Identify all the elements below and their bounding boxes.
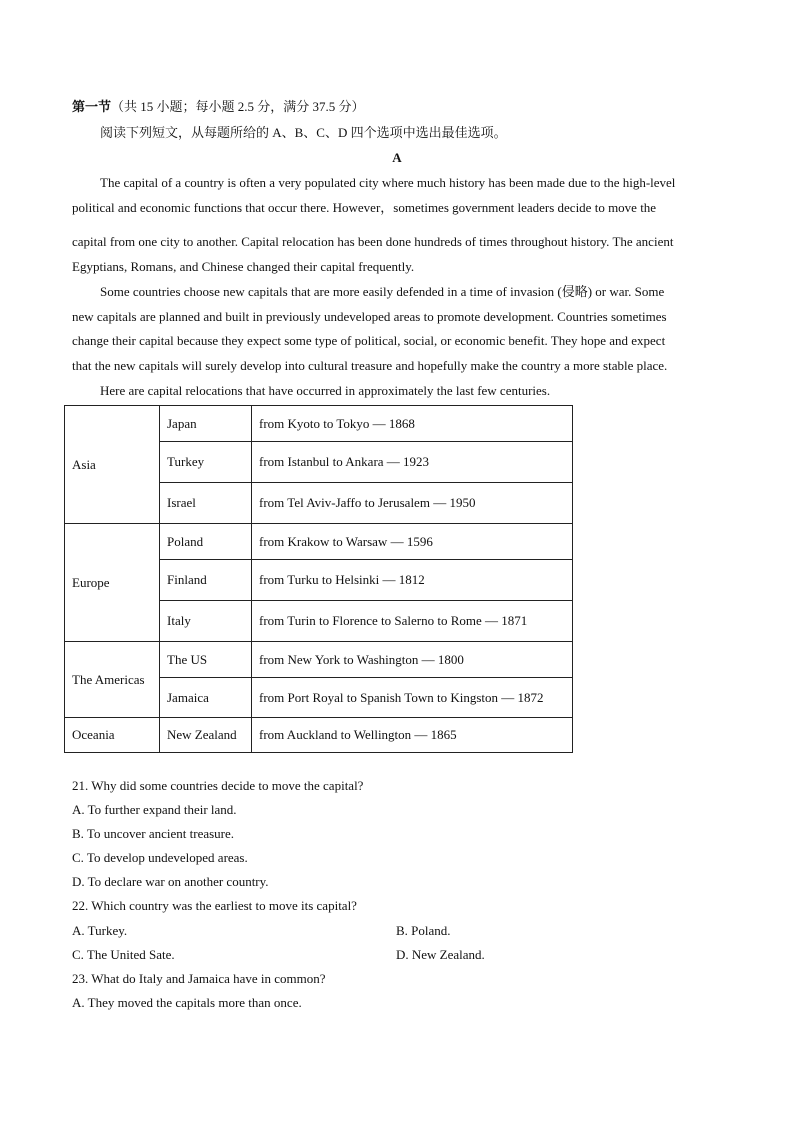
region-cell: Asia: [65, 406, 160, 524]
relocation-cell: from Istanbul to Ankara — 1923: [252, 442, 573, 483]
answer-option: A. Turkey.: [72, 922, 128, 938]
region-cell: Oceania: [65, 718, 160, 753]
answer-option: A. They moved the capitals more than once.: [72, 994, 302, 1010]
relocation-cell: from Auckland to Wellington — 1865: [252, 718, 573, 753]
region-cell: The Americas: [65, 642, 160, 718]
relocation-cell: from Krakow to Warsaw — 1596: [252, 524, 573, 560]
relocation-cell: from New York to Washington — 1800: [252, 642, 573, 678]
section-heading-rest: （共 15 小题；每小题 2.5 分，满分 37.5 分）: [111, 99, 365, 114]
section-instruction: 阅读下列短文，从每题所给的 A、B、C、D 四个选项中选出最佳选项。: [100, 125, 507, 140]
answer-option-row: [72, 943, 672, 967]
relocation-cell: from Turku to Helsinki — 1812: [252, 560, 573, 601]
table-row: [65, 524, 573, 560]
paragraph-1-line: Egyptians, Romans, and Chinese changed their capital frequently.: [72, 258, 415, 274]
paragraph-1-line: capital from one city to another. Capital relocation has been done hundreds of times throughout history. The ancient: [72, 234, 674, 249]
paragraph-2-line: change their capital because they expect some type of political, social, or economic benefit. They hope and expect: [72, 333, 666, 348]
paragraph-1-line: political and economic functions that occur there. However，sometimes government leaders decide to move the: [72, 199, 657, 215]
answer-option: B. To uncover ancient treasure.: [72, 826, 235, 842]
paragraph-2-line: that the new capitals will surely develop into cultural treasure and hopefully make the country a more stable place.: [72, 357, 668, 373]
relocation-cell: from Port Royal to Spanish Town to Kingston — 1872: [252, 678, 573, 718]
questions-block: [72, 774, 672, 1015]
relocation-cell: from Turin to Florence to Salerno to Rome — 1871: [252, 601, 573, 642]
section-heading-bold: 第一节: [72, 99, 112, 114]
question-stem: 22. Which country was the earliest to move its capital?: [72, 898, 357, 914]
paragraph-3: [72, 379, 720, 404]
paragraph-2: [72, 280, 720, 378]
answer-option: B. Poland.: [396, 922, 451, 938]
country-cell: Poland: [160, 524, 252, 560]
table-row: [65, 718, 573, 753]
capital-relocation-table: [64, 405, 573, 753]
answer-option: C. To develop undeveloped areas.: [72, 850, 248, 866]
answer-option: A. To further expand their land.: [72, 802, 237, 818]
country-cell: The US: [160, 642, 252, 678]
section-heading: [72, 96, 365, 115]
answer-option: D. New Zealand.: [396, 946, 485, 962]
paragraph-1: [72, 171, 720, 279]
table-row: [65, 406, 573, 442]
region-cell: Europe: [65, 524, 160, 642]
passage-letter: A: [392, 150, 402, 165]
question-stem: 21. Why did some countries decide to move the capital?: [72, 778, 364, 793]
paragraph-1-line: The capital of a country is often a very populated city where much history has been made due to the high-level: [100, 175, 676, 190]
answer-option: C. The United Sate.: [72, 946, 175, 962]
country-cell: Finland: [160, 560, 252, 601]
table-row: [65, 642, 573, 678]
answer-option: D. To declare war on another country.: [72, 874, 269, 890]
paragraph-2-line: new capitals are planned and built in previously undeveloped areas to promote development. Countries sometimes: [72, 308, 667, 324]
relocation-cell: from Tel Aviv-Jaffo to Jerusalem — 1950: [252, 483, 573, 524]
paragraph-2-line: Some countries choose new capitals that are more easily defended in a time of invasion (侵略) or war. Some: [100, 284, 665, 299]
country-cell: Italy: [160, 601, 252, 642]
country-cell: New Zealand: [160, 718, 252, 753]
country-cell: Turkey: [160, 442, 252, 483]
country-cell: Japan: [160, 406, 252, 442]
answer-option-row: [72, 919, 672, 943]
country-cell: Jamaica: [160, 678, 252, 718]
relocation-cell: from Kyoto to Tokyo — 1868: [252, 406, 573, 442]
paragraph-3-line: Here are capital relocations that have occurred in approximately the last few centuries.: [100, 383, 551, 398]
question-stem: 23. What do Italy and Jamaica have in common?: [72, 970, 326, 986]
country-cell: Israel: [160, 483, 252, 524]
